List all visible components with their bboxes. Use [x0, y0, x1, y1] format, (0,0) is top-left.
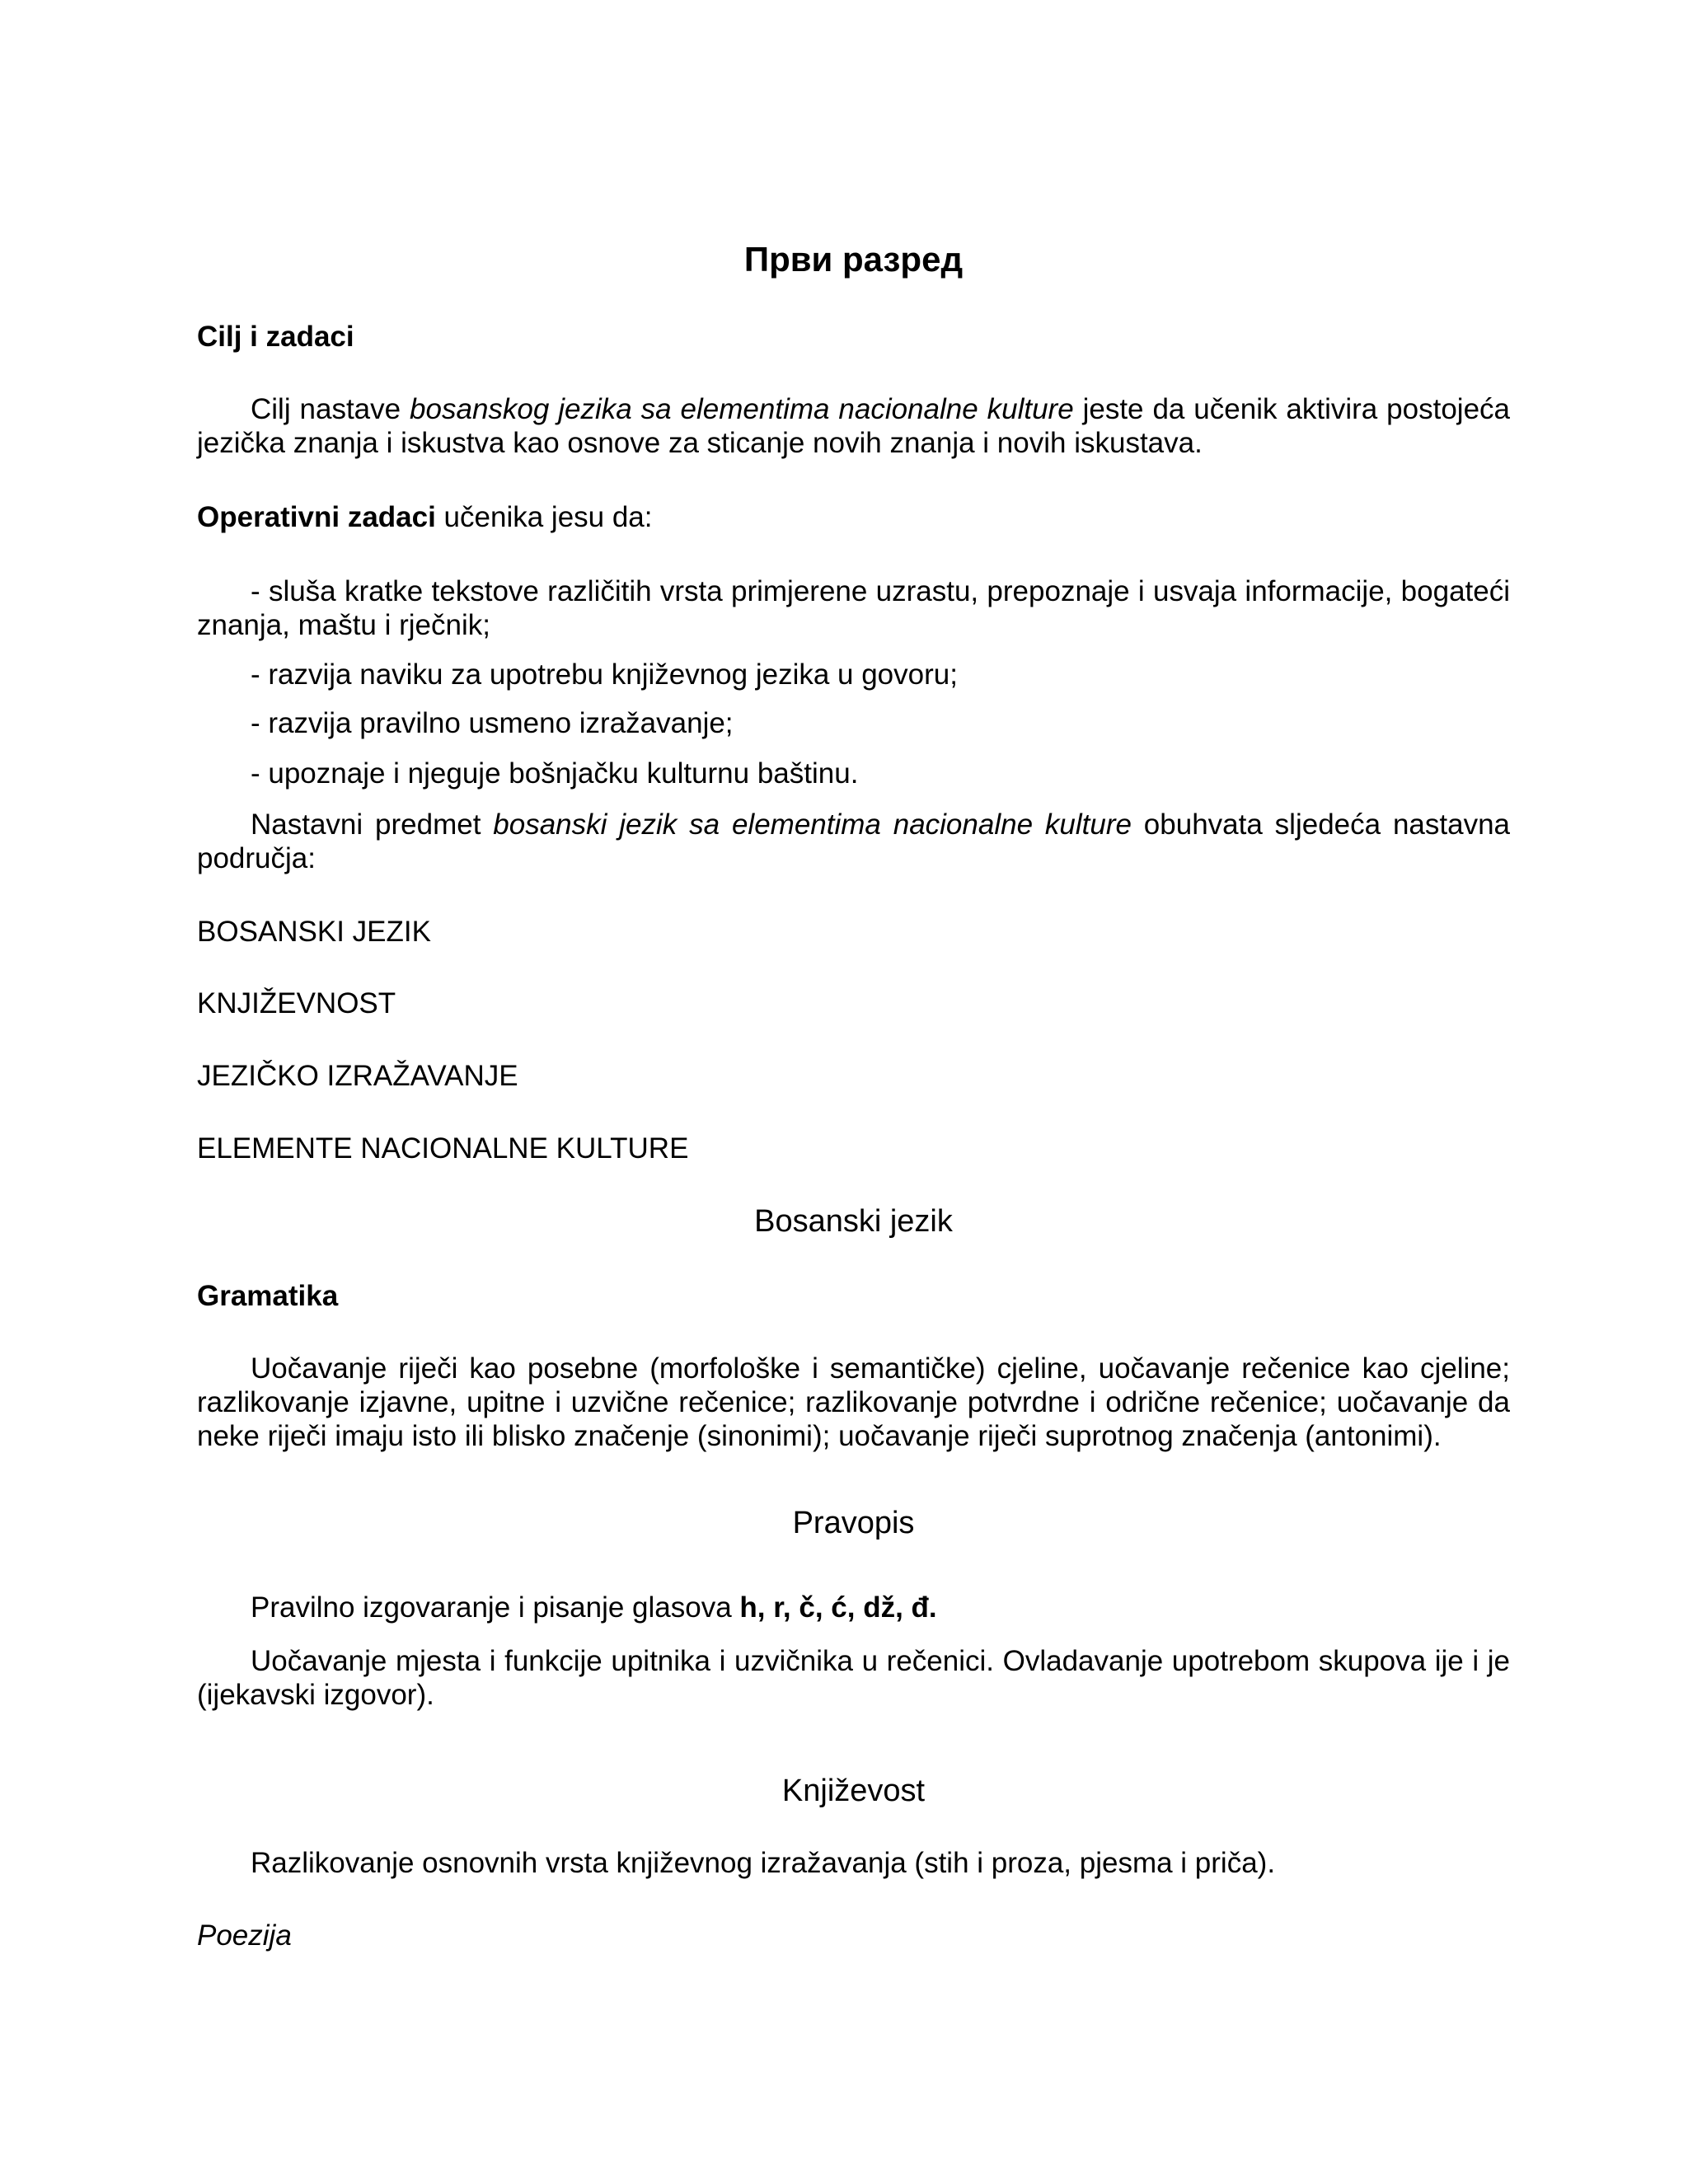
italic-run: bosanski jezik sa elementima nacionalne kulture — [493, 808, 1132, 841]
text-run: jeste da učenik aktivira postojeća jezička znanja i iskustva kao osnove za sticanje novih znanja i novih iskustava. — [197, 393, 1511, 459]
text-run: obuhvata sljedeća nastavna područja: — [197, 808, 1510, 874]
list-item: - razvija pravilno usmeno izražavanje; — [251, 707, 734, 739]
operativni-intro — [197, 500, 1510, 534]
area-item: KNJIŽEVNOST — [197, 987, 396, 1019]
area-item: ELEMENTE NACIONALNE KULTURE — [197, 1132, 689, 1165]
predmet-paragraph — [197, 808, 1510, 875]
gramatika-paragraph: Uočavanje riječi kao posebne (morfološke i semantičke) cjeline, uočavanje rečenice kao cjeline; razlikovanje izjavne, upitne i uzvične rečenice; razlikovanje potvrdne i odrične rečenice; uočavanje da neke riječi imaju isto ili blisko značenje (sinonimi); uočavanje riječi suprotnog značenja (antonimi). — [197, 1352, 1510, 1452]
list-item: - razvija naviku za upotrebu književnog jezika u govoru; — [251, 658, 958, 691]
subsection-heading-gramatika: Gramatika — [197, 1280, 339, 1312]
bold-run: Operativni zadaci — [197, 501, 436, 533]
cilj-paragraph — [197, 392, 1510, 460]
knjizevost-paragraph: Razlikovanje osnovnih vrsta književnog izražavanja (stih i proza, pjesma i priča). — [251, 1847, 1276, 1879]
text-run: Nastavni predmet — [251, 808, 494, 841]
text-run: Cilj nastave — [251, 393, 410, 425]
area-item: BOSANSKI JEZIK — [197, 916, 431, 948]
section-heading-cilj: Cilj i zadaci — [197, 321, 354, 353]
poezija-heading: Poezija — [197, 1919, 292, 1952]
bold-run: h, r, č, ć, dž, đ. — [739, 1591, 937, 1624]
text-run: Pravilno izgovaranje i pisanje glasova — [251, 1591, 740, 1624]
list-item: - upoznaje i njeguje bošnjačku kulturnu baštinu. — [251, 757, 859, 790]
area-item: JEZIČKO IZRAŽAVANJE — [197, 1060, 518, 1092]
section-heading-pravopis: Pravopis — [792, 1506, 915, 1540]
italic-run: bosanskog jezika sa elementima nacionalne kulture — [410, 393, 1074, 425]
page-title: Први разред — [743, 240, 964, 279]
text-run: učenika jesu da: — [435, 501, 653, 533]
section-heading-knjizevost: Književost — [781, 1774, 926, 1808]
pravopis-paragraph-1 — [197, 1591, 1510, 1624]
section-heading-bosanski: Bosanski jezik — [754, 1204, 953, 1239]
pravopis-paragraph-2: Uočavanje mjesta i funkcije upitnika i uzvičnika u rečenici. Ovladavanje upotrebom skupova ije i je (ijekavski izgovor). — [197, 1645, 1510, 1711]
list-item: - sluša kratke tekstove različitih vrsta primjerene uzrastu, prepoznaje i usvaja informacije, bogateći znanja, maštu i rječnik; — [197, 575, 1510, 641]
